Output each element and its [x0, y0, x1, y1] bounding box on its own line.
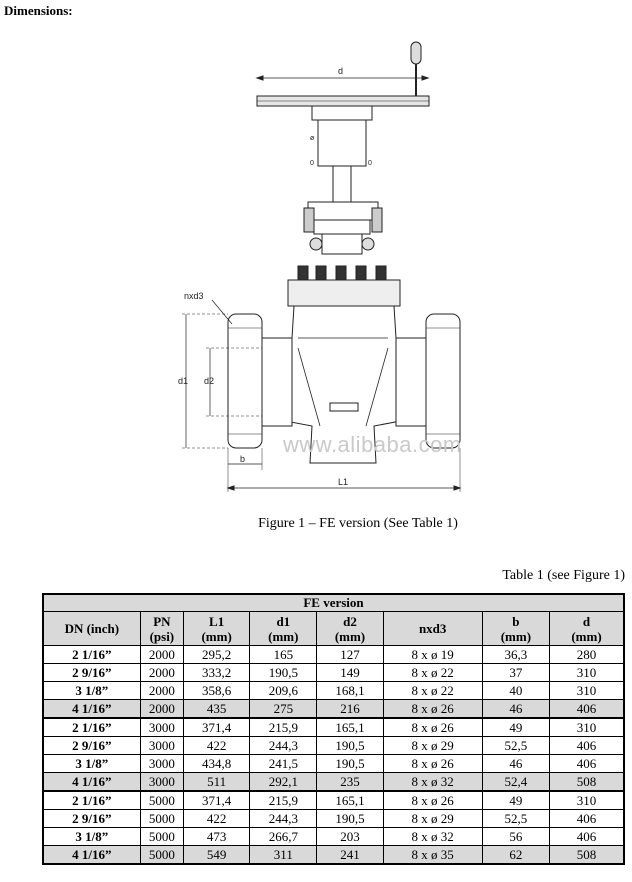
cell-b: 56: [482, 828, 549, 846]
cell-dn: 2 9/16”: [43, 810, 140, 828]
header-b: b (mm): [482, 612, 549, 646]
cell-d1: 209,6: [250, 682, 317, 700]
cell-d: 280: [549, 646, 624, 664]
cell-d2: 190,5: [317, 755, 383, 773]
cell-d: 310: [549, 718, 624, 737]
header-d: d (mm): [549, 612, 624, 646]
dimensions-table: [42, 593, 625, 865]
cell-d1: 190,5: [250, 664, 317, 682]
cell-dn: 3 1/8”: [43, 828, 140, 846]
table-row: [43, 846, 624, 865]
cell-nxd3: 8 x ø 29: [383, 810, 482, 828]
cell-dn: 3 1/8”: [43, 755, 140, 773]
cell-dn: 3 1/8”: [43, 682, 140, 700]
cell-d: 406: [549, 828, 624, 846]
cell-pn: 3000: [140, 773, 183, 792]
cell-dn: 4 1/16”: [43, 846, 140, 865]
cell-d1: 215,9: [250, 791, 317, 810]
cell-dn: 2 1/16”: [43, 646, 140, 664]
cell-d2: 190,5: [317, 810, 383, 828]
cell-l1: 434,8: [184, 755, 250, 773]
cell-dn: 2 9/16”: [43, 664, 140, 682]
cell-d2: 165,1: [317, 718, 383, 737]
table-row: [43, 682, 624, 700]
header-nxd3: nxd3: [383, 612, 482, 646]
cell-l1: 371,4: [184, 718, 250, 737]
cell-d2: 165,1: [317, 791, 383, 810]
svg-text:0: 0: [310, 160, 314, 167]
cell-pn: 2000: [140, 700, 183, 719]
cell-nxd3: 8 x ø 22: [383, 664, 482, 682]
page-heading: Dimensions:: [4, 3, 73, 18]
cell-b: 46: [482, 755, 549, 773]
table-row: [43, 773, 624, 792]
cell-d1: 292,1: [250, 773, 317, 792]
cell-pn: 5000: [140, 810, 183, 828]
label-d2: d2: [204, 376, 215, 386]
cell-l1: 549: [184, 846, 250, 865]
cell-d2: 216: [317, 700, 383, 719]
cell-d: 310: [549, 682, 624, 700]
cell-l1: 333,2: [184, 664, 250, 682]
cell-pn: 2000: [140, 664, 183, 682]
cell-d2: 149: [317, 664, 383, 682]
watermark: www.alibaba.com: [283, 432, 462, 457]
cell-b: 62: [482, 846, 549, 865]
figure-caption: Figure 1 – FE version (See Table 1): [258, 516, 458, 531]
cell-d1: 241,5: [250, 755, 317, 773]
label-nxd3: nxd3: [184, 291, 204, 301]
table-header-row: [43, 612, 624, 646]
cell-pn: 3000: [140, 737, 183, 755]
cell-b: 49: [482, 791, 549, 810]
cell-dn: 4 1/16”: [43, 773, 140, 792]
label-L1: L1: [338, 477, 349, 487]
cell-l1: 473: [184, 828, 250, 846]
cell-nxd3: 8 x ø 32: [383, 828, 482, 846]
cell-d2: 168,1: [317, 682, 383, 700]
cell-nxd3: 8 x ø 29: [383, 737, 482, 755]
table-title: FE version: [43, 594, 624, 612]
cell-d2: 241: [317, 846, 383, 865]
cell-nxd3: 8 x ø 22: [383, 682, 482, 700]
cell-d2: 203: [317, 828, 383, 846]
cell-b: 40: [482, 682, 549, 700]
cell-d: 310: [549, 791, 624, 810]
cell-pn: 5000: [140, 791, 183, 810]
header-d1: d1 (mm): [250, 612, 317, 646]
header-l1: L1 (mm): [184, 612, 250, 646]
table-body: [43, 646, 624, 865]
cell-pn: 2000: [140, 646, 183, 664]
cell-nxd3: 8 x ø 26: [383, 755, 482, 773]
cell-d2: 127: [317, 646, 383, 664]
cell-d1: 244,3: [250, 737, 317, 755]
cell-nxd3: 8 x ø 35: [383, 846, 482, 865]
label-d: d: [338, 66, 344, 76]
cell-d2: 190,5: [317, 737, 383, 755]
cell-d1: 275: [250, 700, 317, 719]
cell-l1: 422: [184, 810, 250, 828]
table-row: [43, 828, 624, 846]
cell-l1: 295,2: [184, 646, 250, 664]
cell-d: 406: [549, 810, 624, 828]
cell-d: 406: [549, 700, 624, 719]
table-row: [43, 700, 624, 719]
cell-d1: 244,3: [250, 810, 317, 828]
label-d1: d1: [178, 376, 189, 386]
label-b: b: [240, 454, 246, 464]
cell-d: 406: [549, 755, 624, 773]
cell-pn: 3000: [140, 718, 183, 737]
cell-b: 36,3: [482, 646, 549, 664]
cell-nxd3: 8 x ø 26: [383, 791, 482, 810]
cell-l1: 358,6: [184, 682, 250, 700]
cell-pn: 5000: [140, 828, 183, 846]
cell-d: 508: [549, 773, 624, 792]
cell-pn: 2000: [140, 682, 183, 700]
table-row: [43, 810, 624, 828]
cell-dn: 2 1/16”: [43, 791, 140, 810]
cell-pn: 5000: [140, 846, 183, 865]
cell-b: 37: [482, 664, 549, 682]
cell-d1: 215,9: [250, 718, 317, 737]
cell-dn: 4 1/16”: [43, 700, 140, 719]
cell-nxd3: 8 x ø 32: [383, 773, 482, 792]
cell-nxd3: 8 x ø 26: [383, 700, 482, 719]
header-dn: DN (inch): [43, 612, 140, 646]
svg-text:ø: ø: [310, 135, 315, 142]
cell-pn: 3000: [140, 755, 183, 773]
cell-d2: 235: [317, 773, 383, 792]
cell-b: 52,4: [482, 773, 549, 792]
cell-b: 49: [482, 718, 549, 737]
header-pn: PN (psi): [140, 612, 183, 646]
cell-l1: 435: [184, 700, 250, 719]
cell-b: 52,5: [482, 810, 549, 828]
table-row: [43, 755, 624, 773]
cell-b: 52,5: [482, 737, 549, 755]
cell-d1: 266,7: [250, 828, 317, 846]
cell-dn: 2 9/16”: [43, 737, 140, 755]
table-row: [43, 718, 624, 737]
cell-nxd3: 8 x ø 19: [383, 646, 482, 664]
cell-d1: 165: [250, 646, 317, 664]
table-row: [43, 737, 624, 755]
cell-d: 310: [549, 664, 624, 682]
svg-text:0: 0: [368, 160, 372, 167]
cell-d: 508: [549, 846, 624, 865]
cell-d: 406: [549, 737, 624, 755]
cell-nxd3: 8 x ø 26: [383, 718, 482, 737]
table-row: [43, 646, 624, 664]
cell-l1: 371,4: [184, 791, 250, 810]
table-caption: Table 1 (see Figure 1): [502, 568, 625, 583]
table-row: [43, 664, 624, 682]
cell-l1: 511: [184, 773, 250, 792]
table-row: [43, 791, 624, 810]
cell-dn: 2 1/16”: [43, 718, 140, 737]
header-d2: d2 (mm): [317, 612, 383, 646]
cell-b: 46: [482, 700, 549, 719]
cell-l1: 422: [184, 737, 250, 755]
cell-d1: 311: [250, 846, 317, 865]
